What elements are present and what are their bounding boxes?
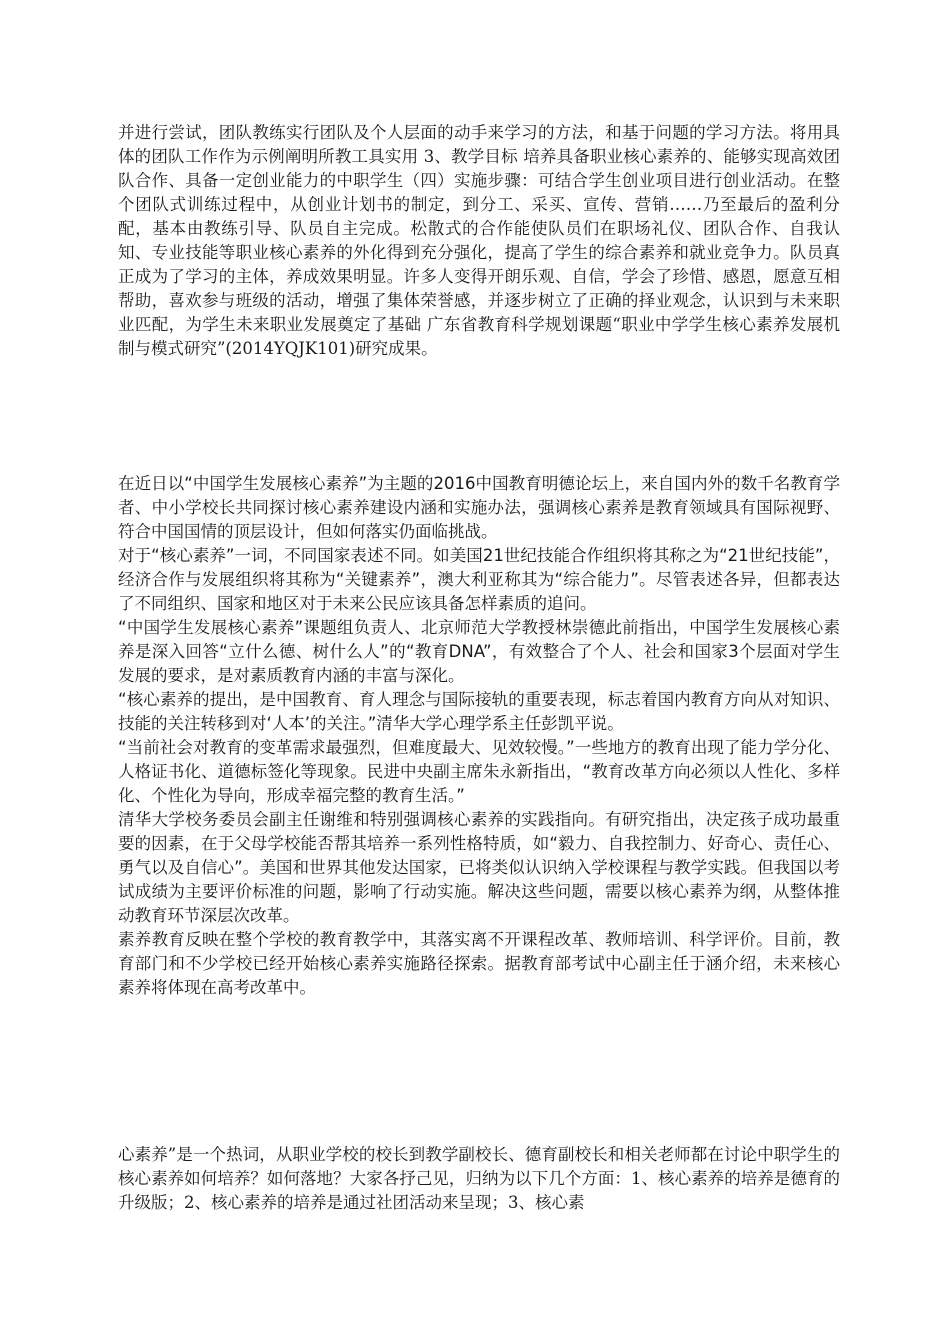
body-paragraph: 清华大学校务委员会副主任谢维和特别强调核心素养的实践指向。有研究指出，决定孩子成功最重要的因素，在于父母学校能否帮其培养一系列性格特质，如“毅力、自我控制力、好奇心、责任心、勇气以及自信心”。美国和世界其他发达国家，已将类似认识纳入学校课程与教学实践。但我国以考试成绩为主要评价标准的问题，影响了行动实施。解决这些问题，需要以核心素养为纲，从整体推动教育环节深层次改革。 bbox=[118, 810, 840, 925]
text-section-vocational-core-literacy bbox=[118, 1143, 840, 1215]
body-paragraph: 对于“核心素养”一词，不同国家表述不同。如美国21世纪技能合作组织将其称之为“21世纪技能”，经济合作与发展组织将其称为“关键素养”，澳大利亚称其为“综合能力”。尽管表述各异，但都表达了不同组织、国家和地区对于未来公民应该具备怎样素质的追问。 bbox=[118, 546, 840, 613]
text-section-core-literacy-forum bbox=[118, 472, 840, 1000]
body-paragraph: 并进行尝试，团队教练实行团队及个人层面的动手来学习的方法，和基于问题的学习方法。将用具体的团队工作作为示例阐明所教工具实用 3、教学目标 培养具备职业核心素养的、能够实现高效团队合作、具备一定创业能力的中职学生（四）实施步骤：可结合学生创业项目进行创业活动。在整个团队式训练过程中，从创业计划书的制定，到分工、采买、宣传、营销……乃至最后的盈利分配，基本由教练引导、队员自主完成。松散式的合作能使队员们在职场礼仪、团队合作、自我认知、专业技能等职业核心素养的外化得到充分强化，提高了学生的综合素养和就业竞争力。队员真正成为了学习的主体，养成效果明显。许多人变得开朗乐观、自信，学会了珍惜、感恩，愿意互相帮助，喜欢参与班级的活动，增强了集体荣誉感，并逐步树立了正确的择业观念，认识到与未来职业匹配，为学生未来职业发展奠定了基础 广东省教育科学规划课题“职业中学学生核心素养发展机制与模式研究”(2014YQJK101)研究成果。 bbox=[118, 123, 840, 358]
body-paragraph: “当前社会对教育的变革需求最强烈，但难度最大、见效较慢。”一些地方的教育出现了能力学分化、人格证书化、道德标签化等现象。民进中央副主席朱永新指出，“教育改革方向必须以人性化、多样化、个性化为导向，形成幸福完整的教育生活。” bbox=[118, 738, 840, 805]
text-section-creative-team-training bbox=[118, 121, 840, 361]
body-paragraph: 在近日以“中国学生发展核心素养”为主题的2016中国教育明德论坛上，来自国内外的数千名教育学者、中小学校长共同探讨核心素养建设内涵和实施办法，强调核心素养是教育领域具有国际视野、符合中国国情的顶层设计，但如何落实仍面临挑战。 bbox=[118, 474, 840, 541]
body-paragraph: “核心素养的提出，是中国教育、育人理念与国际接轨的重要表现，标志着国内教育方向从对知识、技能的关注转移到对‘人本’的关注。”清华大学心理学系主任彭凯平说。 bbox=[118, 690, 840, 733]
body-paragraph: 心素养”是一个热词，从职业学校的校长到教学副校长、德育副校长和相关老师都在讨论中职学生的核心素养如何培养？如何落地？大家各抒己见，归纳为以下几个方面：1、核心素养的培养是德育的升级版；2、核心素养的培养是通过社团活动来呈现；3、核心素 bbox=[118, 1145, 840, 1212]
body-paragraph: “中国学生发展核心素养”课题组负责人、北京师范大学教授林崇德此前指出，中国学生发展核心素养是深入回答“立什么德、树什么人”的“教育DNA”，有效整合了个人、社会和国家3个层面对学生发展的要求，是对素质教育内涵的丰富与深化。 bbox=[118, 618, 840, 685]
body-paragraph: 素养教育反映在整个学校的教育教学中，其落实离不开课程改革、教师培训、科学评价。目前，教育部门和不少学校已经开始核心素养实施路径探索。据教育部考试中心副主任于涵介绍，未来核心素养将体现在高考改革中。 bbox=[118, 930, 840, 997]
